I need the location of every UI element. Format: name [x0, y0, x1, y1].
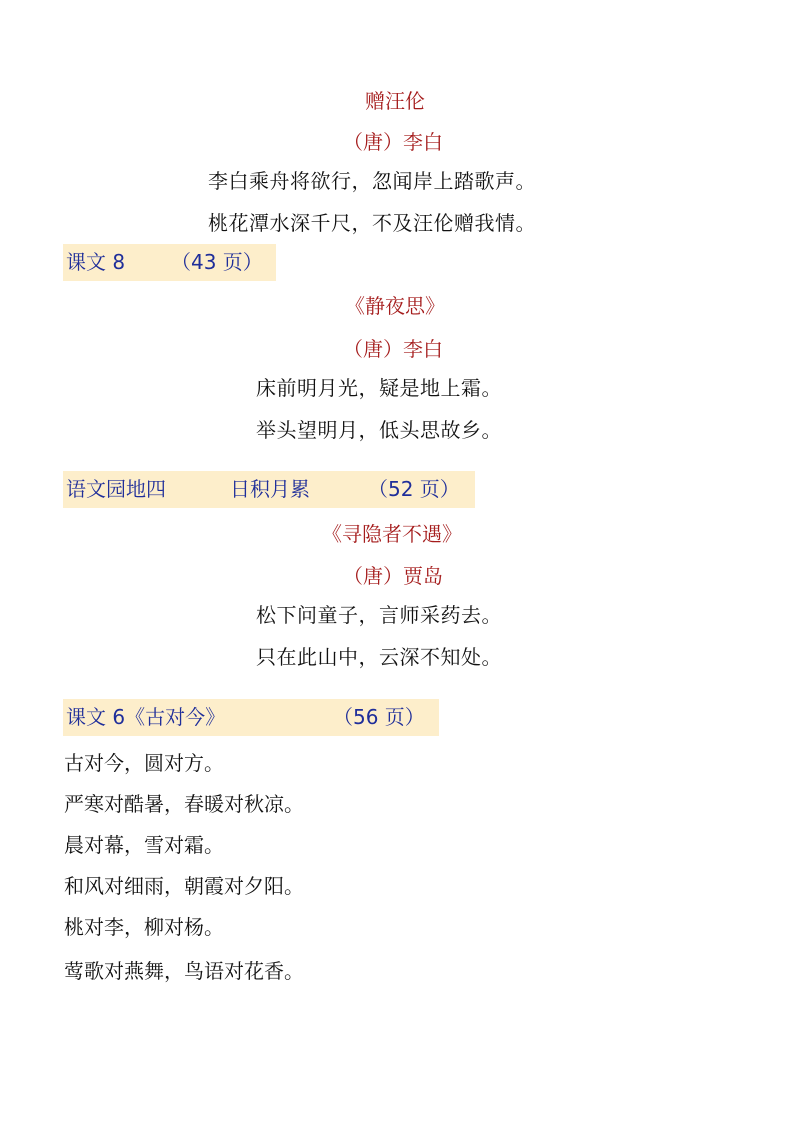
poem-line: 只在此山中，云深不知处。: [256, 645, 502, 669]
section-banner: [63, 471, 475, 508]
section-label: 语文园地四: [66, 477, 166, 501]
poem-title: 《静夜思》: [345, 294, 445, 318]
couplet-line: 桃对李，柳对杨。: [64, 915, 224, 939]
poem-title: 赠汪伦: [365, 89, 425, 113]
couplet-line: 和风对细雨，朝霞对夕阳。: [64, 874, 304, 898]
section-page: （52 页）: [368, 477, 460, 501]
couplet-line: 古对今，圆对方。: [64, 751, 224, 775]
section-sublabel: 日积月累: [230, 477, 310, 501]
section-label: 课文 6《古对今》: [66, 705, 226, 729]
poem-title: 《寻隐者不遇》: [322, 522, 462, 546]
section-page: （43 页）: [171, 250, 263, 274]
poem-line: 松下问童子，言师采药去。: [256, 603, 502, 627]
poem-line: 李白乘舟将欲行，忽闻岸上踏歌声。: [208, 169, 536, 193]
poem-line: 桃花潭水深千尺，不及汪伦赠我情。: [208, 211, 536, 235]
poem-line: 床前明月光，疑是地上霜。: [256, 376, 502, 400]
couplet-line: 莺歌对燕舞，鸟语对花香。: [64, 959, 304, 983]
poem-author: （唐）李白: [343, 337, 443, 361]
couplet-line: 严寒对酷暑，春暖对秋凉。: [64, 792, 304, 816]
section-label: 课文 8: [66, 250, 126, 274]
section-page: （56 页）: [333, 705, 425, 729]
poem-line: 举头望明月，低头思故乡。: [256, 418, 502, 442]
poem-author: （唐）贾岛: [343, 564, 443, 588]
section-banner: [63, 244, 276, 281]
section-banner: [63, 699, 439, 736]
poem-author: （唐）李白: [343, 130, 443, 154]
couplet-line: 晨对幕，雪对霜。: [64, 833, 224, 857]
